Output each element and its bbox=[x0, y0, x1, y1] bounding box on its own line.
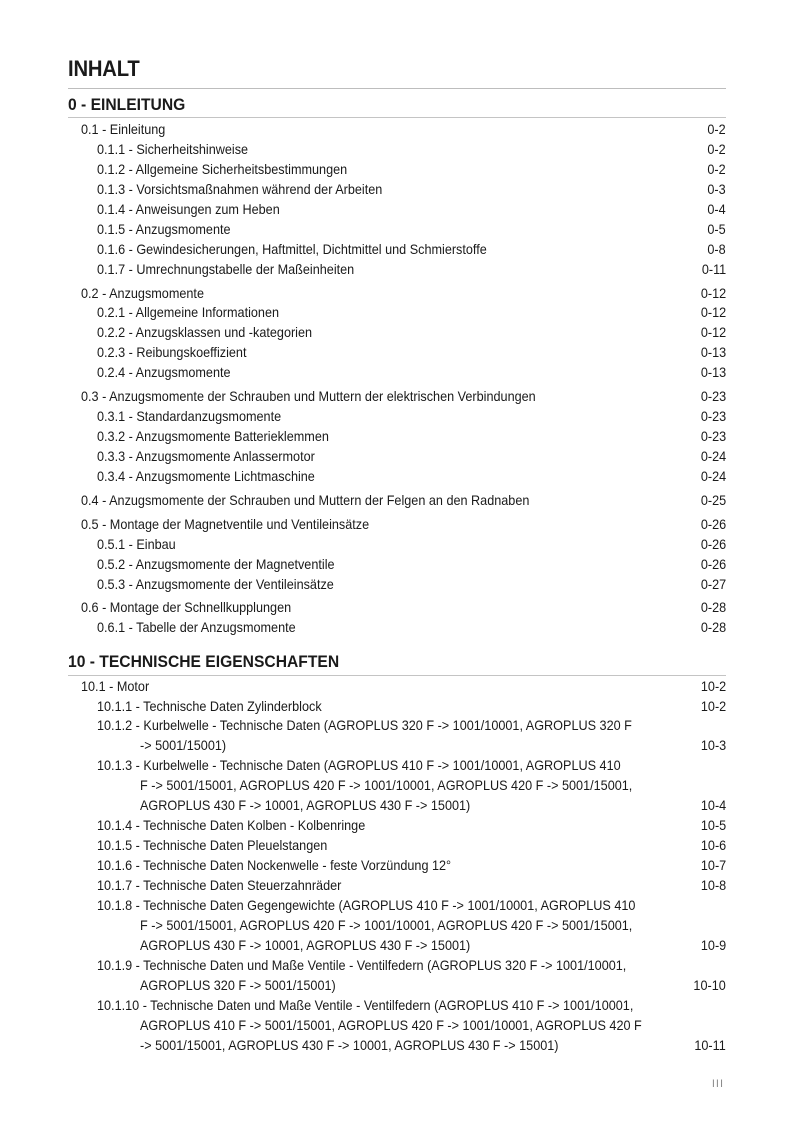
toc-entry-label: 0.5 - Montage der Magnetventile und Ventileinsätze bbox=[81, 517, 370, 532]
toc-entry-continuation bbox=[140, 916, 726, 936]
toc-entry-label: 0.1 - Einleitung bbox=[81, 122, 166, 137]
toc-entry-label: 0.2.3 - Reibungskoeffizient bbox=[97, 345, 247, 360]
toc-entry-label: 10.1.10 - Technische Daten und Maße Ventile - Ventilfedern (AGROPLUS 410 F -> 1001/10001, bbox=[97, 998, 634, 1013]
toc-entry-label: 0.3.4 - Anzugsmomente Lichtmaschine bbox=[97, 469, 315, 484]
toc-entry-page: 0-13 bbox=[700, 345, 726, 360]
toc-entry-label: 0.3.2 - Anzugsmomente Batterieklemmen bbox=[97, 429, 329, 444]
toc-entry[interactable] bbox=[97, 363, 726, 383]
toc-entry[interactable] bbox=[97, 260, 726, 280]
toc-entry-page: 0-23 bbox=[700, 429, 726, 444]
toc-entry-label: 10.1 - Motor bbox=[81, 679, 150, 694]
toc-entry-label: AGROPLUS 320 F -> 5001/15001) bbox=[140, 978, 336, 993]
toc-entry[interactable] bbox=[81, 387, 726, 407]
toc-entry[interactable] bbox=[97, 756, 726, 776]
toc-entry-page: 0-28 bbox=[700, 600, 726, 615]
toc-entry[interactable] bbox=[97, 956, 726, 976]
toc-entry[interactable] bbox=[97, 816, 726, 836]
toc-entry-label: 0.3.1 - Standardanzugsmomente bbox=[97, 409, 282, 424]
chapter-heading-0: 0 - EINLEITUNG bbox=[68, 95, 186, 114]
toc-entry[interactable] bbox=[97, 140, 726, 160]
toc-entry[interactable] bbox=[81, 491, 726, 511]
toc-entry-label: 10.1.3 - Kurbelwelle - Technische Daten (AGROPLUS 410 F -> 1001/10001, AGROPLUS 410 bbox=[97, 758, 621, 773]
toc-entry-page: 10-11 bbox=[694, 1038, 726, 1053]
toc-entry-page: 0-26 bbox=[700, 517, 726, 532]
toc-entry-page: 10-2 bbox=[700, 679, 726, 694]
toc-entry-label: 10.1.6 - Technische Daten Nockenwelle - feste Vorzündung 12° bbox=[97, 858, 452, 873]
toc-entry-continuation bbox=[140, 796, 726, 816]
toc-entry-page: 0-26 bbox=[700, 537, 726, 552]
toc-entry-label: 0.2.1 - Allgemeine Informationen bbox=[97, 305, 280, 320]
toc-entry[interactable] bbox=[97, 303, 726, 323]
toc-entry-label: -> 5001/15001, AGROPLUS 430 F -> 10001, AGROPLUS 430 F -> 15001) bbox=[140, 1038, 559, 1053]
page-number: III bbox=[711, 1078, 724, 1090]
toc-entry-page: 0-12 bbox=[700, 286, 726, 301]
toc-entry-page: 0-2 bbox=[707, 162, 726, 177]
toc-entry-page: 0-8 bbox=[707, 242, 726, 257]
toc-entry-label: 10.1.1 - Technische Daten Zylinderblock bbox=[97, 699, 322, 714]
toc-entry-page: 0-27 bbox=[700, 577, 726, 592]
toc-entry-label: 0.3.3 - Anzugsmomente Anlassermotor bbox=[97, 449, 315, 464]
toc-entry-label: 0.2.4 - Anzugsmomente bbox=[97, 365, 231, 380]
toc-entry-continuation bbox=[140, 1016, 726, 1036]
toc-entry-label: 0.5.3 - Anzugsmomente der Ventileinsätze bbox=[97, 577, 334, 592]
toc-entry-page: 10-4 bbox=[700, 798, 726, 813]
toc-entry[interactable] bbox=[97, 555, 726, 575]
toc-entry[interactable] bbox=[97, 618, 726, 638]
toc-entry-label: 0.1.5 - Anzugsmomente bbox=[97, 222, 231, 237]
toc-entry-label: 0.6 - Montage der Schnellkupplungen bbox=[81, 600, 292, 615]
toc-entry[interactable] bbox=[97, 447, 726, 467]
toc-entry[interactable] bbox=[81, 515, 726, 535]
toc-entry[interactable] bbox=[97, 220, 726, 240]
toc-entry-page: 0-24 bbox=[700, 469, 726, 484]
toc-entry-label: -> 5001/15001) bbox=[140, 738, 227, 753]
toc-entry-page: 0-11 bbox=[701, 262, 726, 277]
toc-entry[interactable] bbox=[97, 407, 726, 427]
chapter-divider-0 bbox=[68, 117, 726, 118]
chapter-divider-10 bbox=[68, 675, 726, 676]
toc-entry[interactable] bbox=[97, 160, 726, 180]
toc-entry[interactable] bbox=[97, 427, 726, 447]
toc-entry[interactable] bbox=[81, 120, 726, 140]
toc-entry[interactable] bbox=[97, 200, 726, 220]
toc-entry[interactable] bbox=[97, 836, 726, 856]
toc-entry-label: 0.1.7 - Umrechnungstabelle der Maßeinheiten bbox=[97, 262, 355, 277]
toc-entry-continuation bbox=[140, 936, 726, 956]
title-divider bbox=[68, 88, 726, 89]
toc-entry-label: 0.1.3 - Vorsichtsmaßnahmen während der Arbeiten bbox=[97, 182, 383, 197]
toc-entry[interactable] bbox=[97, 697, 726, 717]
toc-entry[interactable] bbox=[97, 896, 726, 916]
toc-entry-label: 0.5.2 - Anzugsmomente der Magnetventile bbox=[97, 557, 335, 572]
toc-entry-label: 0.3 - Anzugsmomente der Schrauben und Muttern der elektrischen Verbindungen bbox=[81, 389, 536, 404]
toc-entry-label: 0.1.1 - Sicherheitshinweise bbox=[97, 142, 249, 157]
toc-entry[interactable] bbox=[97, 180, 726, 200]
toc-entry-page: 10-9 bbox=[700, 938, 726, 953]
toc-entry-page: 10-7 bbox=[700, 858, 726, 873]
toc-entry-page: 0-12 bbox=[700, 325, 726, 340]
toc-entry-label: AGROPLUS 410 F -> 5001/15001, AGROPLUS 420 F -> 1001/10001, AGROPLUS 420 F bbox=[140, 1018, 642, 1033]
toc-entry-label: AGROPLUS 430 F -> 10001, AGROPLUS 430 F -> 15001) bbox=[140, 938, 471, 953]
toc-entry[interactable] bbox=[81, 677, 726, 697]
toc-entry-page: 0-3 bbox=[707, 182, 726, 197]
toc-entry-label: 10.1.8 - Technische Daten Gegengewichte (AGROPLUS 410 F -> 1001/10001, AGROPLUS 410 bbox=[97, 898, 636, 913]
toc-entry-page: 0-23 bbox=[700, 389, 726, 404]
toc-entry-page: 0-26 bbox=[700, 557, 726, 572]
toc-entry-continuation bbox=[140, 976, 726, 996]
toc-entry-page: 10-6 bbox=[700, 838, 726, 853]
toc-entry[interactable] bbox=[97, 535, 726, 555]
toc-entry-page: 10-10 bbox=[693, 978, 726, 993]
toc-entry[interactable] bbox=[97, 856, 726, 876]
toc-entry-label: 10.1.7 - Technische Daten Steuerzahnräder bbox=[97, 878, 342, 893]
toc-entry-label: 0.6.1 - Tabelle der Anzugsmomente bbox=[97, 620, 296, 635]
toc-entry-page: 0-4 bbox=[707, 202, 726, 217]
toc-entry[interactable] bbox=[97, 575, 726, 595]
toc-entry-page: 0-2 bbox=[707, 142, 726, 157]
toc-entry[interactable] bbox=[81, 284, 726, 304]
toc-entry-label: F -> 5001/15001, AGROPLUS 420 F -> 1001/10001, AGROPLUS 420 F -> 5001/15001, bbox=[140, 918, 633, 933]
toc-entry-label: AGROPLUS 430 F -> 10001, AGROPLUS 430 F -> 15001) bbox=[140, 798, 471, 813]
toc-entry-continuation bbox=[140, 736, 726, 756]
toc-entry[interactable] bbox=[81, 598, 726, 618]
toc-entry[interactable] bbox=[97, 343, 726, 363]
toc-entry-page: 0-28 bbox=[700, 620, 726, 635]
toc-entry-label: 0.2 - Anzugsmomente bbox=[81, 286, 204, 301]
toc-entry-label: 0.4 - Anzugsmomente der Schrauben und Muttern der Felgen an den Radnaben bbox=[81, 493, 530, 508]
toc-entry[interactable] bbox=[97, 716, 726, 736]
toc-entry-label: 0.2.2 - Anzugsklassen und -kategorien bbox=[97, 325, 313, 340]
toc-entry-label: 0.1.2 - Allgemeine Sicherheitsbestimmungen bbox=[97, 162, 348, 177]
chapter-heading-10: 10 - TECHNISCHE EIGENSCHAFTEN bbox=[68, 652, 340, 671]
toc-entry[interactable] bbox=[97, 323, 726, 343]
toc-entry-label: F -> 5001/15001, AGROPLUS 420 F -> 1001/10001, AGROPLUS 420 F -> 5001/15001, bbox=[140, 778, 633, 793]
toc-entry[interactable] bbox=[97, 467, 726, 487]
toc-entry-page: 10-2 bbox=[700, 699, 726, 714]
toc-entry-page: 0-2 bbox=[707, 122, 726, 137]
toc-entry-label: 0.1.4 - Anweisungen zum Heben bbox=[97, 202, 280, 217]
toc-entry-page: 10-3 bbox=[700, 738, 726, 753]
toc-entry-page: 0-5 bbox=[707, 222, 726, 237]
toc-entry-label: 0.1.6 - Gewindesicherungen, Haftmittel, Dichtmittel und Schmierstoffe bbox=[97, 242, 487, 257]
toc-entry-label: 10.1.9 - Technische Daten und Maße Ventile - Ventilfedern (AGROPLUS 320 F -> 1001/10001, bbox=[97, 958, 627, 973]
toc-entry-label: 10.1.2 - Kurbelwelle - Technische Daten (AGROPLUS 320 F -> 1001/10001, AGROPLUS 320 F bbox=[97, 718, 632, 733]
toc-entry-label: 10.1.5 - Technische Daten Pleuelstangen bbox=[97, 838, 328, 853]
toc-entry-continuation bbox=[140, 1036, 726, 1056]
page-title: INHALT bbox=[68, 56, 140, 81]
toc-entry[interactable] bbox=[97, 240, 726, 260]
toc-entry-page: 0-24 bbox=[700, 449, 726, 464]
toc-entry-page: 0-12 bbox=[700, 305, 726, 320]
toc-entry-page: 10-5 bbox=[700, 818, 726, 833]
toc-entry-page: 0-13 bbox=[700, 365, 726, 380]
toc-entry[interactable] bbox=[97, 996, 726, 1016]
toc-entry[interactable] bbox=[97, 876, 726, 896]
toc-entry-page: 10-8 bbox=[700, 878, 726, 893]
toc-entry-page: 0-23 bbox=[700, 409, 726, 424]
toc-entry-label: 10.1.4 - Technische Daten Kolben - Kolbenringe bbox=[97, 818, 366, 833]
toc-entry-label: 0.5.1 - Einbau bbox=[97, 537, 176, 552]
toc-entry-continuation bbox=[140, 776, 726, 796]
toc-entry-page: 0-25 bbox=[700, 493, 726, 508]
